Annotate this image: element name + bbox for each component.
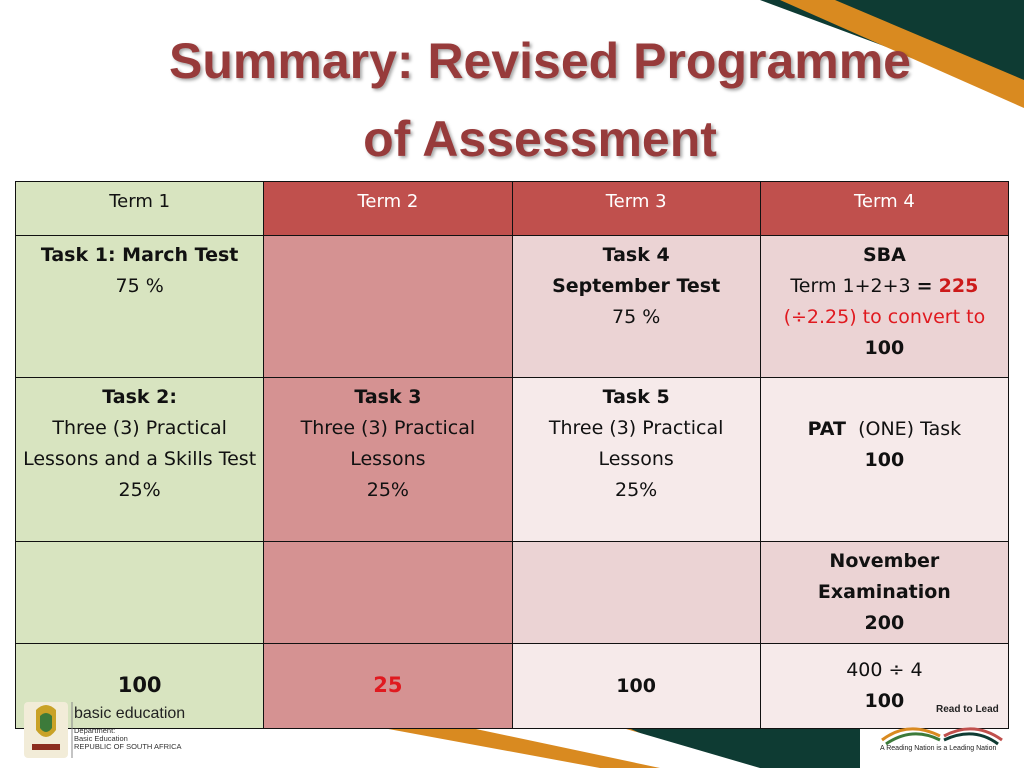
task1-weight: 75 % [115, 275, 164, 297]
task5-desc: Three (3) Practical Lessons [548, 417, 724, 470]
sba-result: 100 [864, 337, 905, 359]
task3-label: Task 3 [354, 386, 422, 408]
table-row [16, 542, 1009, 644]
open-book-logo [878, 714, 1008, 746]
sba-calc [767, 271, 1002, 302]
task2-label: Task 2: [102, 386, 177, 408]
task2-weight: 25% [118, 479, 161, 501]
cell-term1-task1 [16, 236, 264, 378]
table-row [16, 378, 1009, 542]
task5-label: Task 5 [602, 386, 670, 408]
cell-term4-sba [760, 236, 1008, 378]
department-sub-line: Basic Education [74, 734, 128, 743]
total-term2-value: 25 [373, 673, 403, 697]
cell-term4-exam [760, 542, 1008, 644]
pat-desc: (ONE) Task [858, 418, 962, 440]
exam-marks: 200 [864, 612, 905, 634]
cell-term3-task4 [512, 236, 760, 378]
assessment-table [15, 181, 1009, 729]
cell-term3-empty [512, 542, 760, 644]
task4-label: Task 4 [602, 244, 670, 266]
task1-label: Task 1: March Test [40, 244, 239, 266]
task4-weight: 75 % [611, 306, 661, 328]
total-term1-value: 100 [117, 673, 162, 697]
title-line-2: of Assessment [363, 111, 717, 167]
header-term-3: Term 3 [512, 182, 760, 236]
table-header-row [16, 182, 1009, 236]
pat-line [767, 414, 1002, 445]
sba-calc-prefix: Term 1+2+3 [790, 275, 917, 297]
cell-term2-empty [264, 236, 512, 378]
slide-title [60, 22, 1020, 178]
total-term3-value: 100 [616, 674, 656, 697]
table-row [16, 236, 1009, 378]
task5-weight: 25% [615, 479, 658, 501]
header-term-1: Term 1 [16, 182, 264, 236]
header-term-4: Term 4 [760, 182, 1008, 236]
cell-term1-task2 [16, 378, 264, 542]
department-sub-line: REPUBLIC OF SOUTH AFRICA [74, 742, 182, 751]
task2-desc: Three (3) Practical Lessons and a Skills Test [23, 417, 257, 470]
department-sub-line: Department: [74, 726, 116, 735]
department-name: basic education [74, 705, 186, 722]
sba-title: SBA [862, 244, 906, 266]
total-term4-calc: 400 ÷ 4 [846, 659, 923, 681]
total-term2 [264, 644, 512, 729]
cell-term4-pat [760, 378, 1008, 542]
exam-label: November Examination [817, 550, 951, 603]
task3-weight: 25% [366, 479, 409, 501]
pat-label: PAT [807, 418, 846, 440]
total-term3 [512, 644, 760, 729]
total-term4-value: 100 [864, 690, 905, 712]
sba-equals: = [916, 275, 933, 297]
department-subtitle [74, 727, 182, 751]
task3-desc: Three (3) Practical Lessons [300, 417, 476, 470]
pat-marks: 100 [864, 449, 905, 471]
read-to-lead-tagline: A Reading Nation is a Leading Nation [880, 745, 997, 752]
cell-term2-empty [264, 542, 512, 644]
title-line-1: Summary: Revised Programme [169, 33, 911, 89]
cell-term2-task3 [264, 378, 512, 542]
cell-term3-task5 [512, 378, 760, 542]
sba-total: 225 [938, 275, 979, 297]
task4-name: September Test [552, 275, 721, 297]
read-to-lead-label: Read to Lead [936, 704, 999, 715]
header-term-2: Term 2 [264, 182, 512, 236]
sba-convert: (÷2.25) to convert to [783, 306, 986, 328]
cell-term1-empty [16, 542, 264, 644]
